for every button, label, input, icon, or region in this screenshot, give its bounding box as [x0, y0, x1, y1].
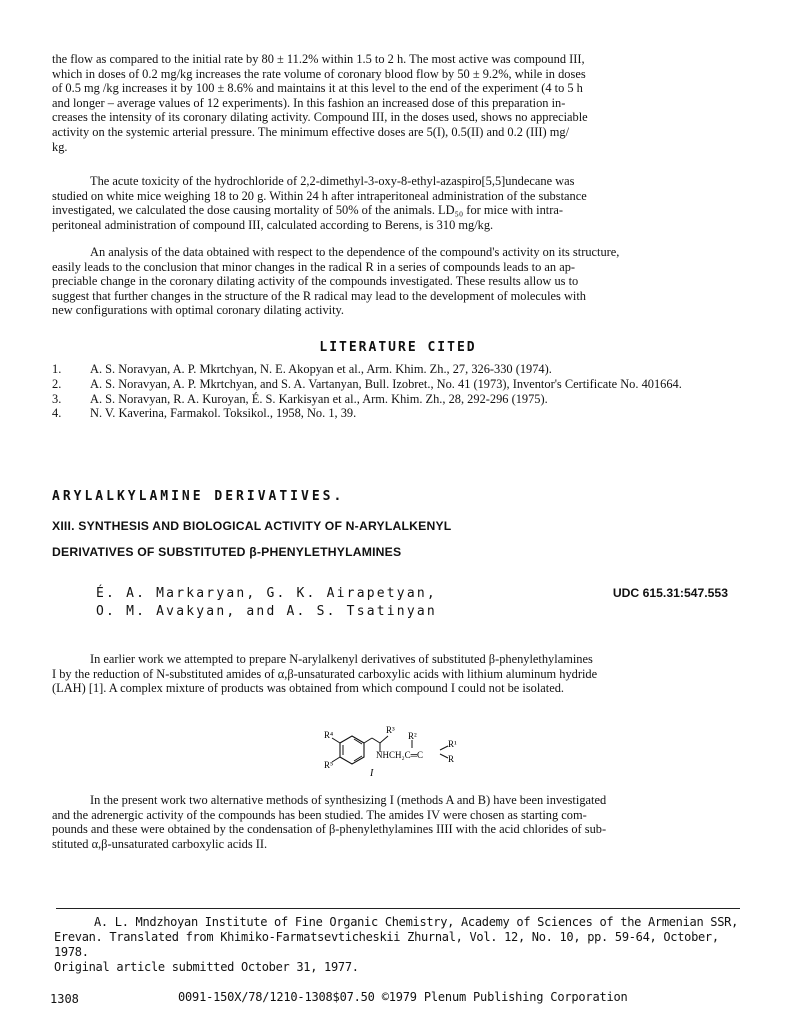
reference-list [52, 362, 752, 421]
footnote [54, 915, 744, 975]
article-title-line-1: XIII. SYNTHESIS AND BIOLOGICAL ACTIVITY OF N-ARYLALKENYL [52, 519, 452, 533]
text-line: easily leads to the conclusion that minor changes in the radical R in a series of compounds leads to an ap- [52, 259, 576, 274]
chain-label: NHCH₂C═C [376, 750, 424, 760]
text-line: An analysis of the data obtained with respect to the dependence of the compound's activity on its structure, [90, 245, 620, 259]
copyright-line: 0091-150X/78/1210-1308$07.50 ©1979 Plenum Publishing Corporation [178, 990, 628, 1004]
page-number: 1308 [50, 992, 79, 1006]
reference-text: A. S. Noravyan, R. A. Kuroyan, É. S. Karkisyan et al., Arm. Khim. Zh., 28, 292-296 (1975). [90, 391, 548, 406]
text-line: kg. [52, 139, 68, 154]
r2-label: R² [408, 731, 417, 741]
text-line: I by the reduction of N-substituted amides of α,β-unsaturated carboxylic acids with lithium aluminum hydride [52, 666, 598, 681]
footnote-line-3: Original article submitted October 31, 1977. [54, 960, 359, 974]
text-line: new configurations with optimal coronary dilating activity. [52, 303, 345, 318]
text-line: preciable change in the coronary dilating activity of the compounds investigated. These results allow us to [52, 274, 579, 289]
r-label: R [448, 754, 455, 764]
paragraph-3 [52, 245, 742, 318]
structure-diagram [312, 716, 472, 782]
text-line: The acute toxicity of the hydrochloride of 2,2-dimethyl-3-oxy-8-ethyl-azaspiro[5,5]undecane was [90, 174, 575, 188]
text-line: investigated, we calculated the dose causing mortality of 50% of the animals. LD₅₀ for mice with intra- [52, 203, 563, 218]
r4-label: R⁴ [324, 730, 334, 740]
reference-number: 3. [52, 391, 62, 406]
footnote-line-1: A. L. Mndzhoyan Institute of Fine Organic Chemistry, Academy of Sciences of the Armenian SSR, [94, 915, 738, 929]
text-line: and the adrenergic activity of the compounds has been studied. The amides IV were chosen as starting com- [52, 807, 587, 822]
text-line: creases the intensity of its coronary dilating activity. Compound III, in the doses used, shows no appreciable [52, 110, 588, 125]
paragraph-1 [52, 52, 742, 154]
text-line: In the present work two alternative methods of synthesizing I (methods A and B) have been investigated [90, 793, 607, 807]
text-line: In earlier work we attempted to prepare N-arylalkenyl derivatives of substituted β-phenylethylamines [90, 652, 593, 666]
udc-code: UDC 615.31:547.553 [612, 586, 728, 600]
r5-label: R⁵ [324, 760, 334, 770]
text-line: and longer – average values of 12 experiments). In this fashion an increased dose of this preparation in- [52, 95, 566, 110]
r1-label: R¹ [448, 739, 457, 749]
compound-label: I [370, 768, 374, 779]
reference-text: A. S. Noravyan, A. P. Mkrtchyan, and S. A. Vartanyan, Bull. Izobret., No. 41 (1973), Inventor's Certificate No. 401664. [90, 376, 682, 391]
reference-text: A. S. Noravyan, A. P. Mkrtchyan, N. E. Akopyan et al., Arm. Khim. Zh., 27, 326-330 (1974). [90, 362, 552, 376]
r3-label: R³ [386, 725, 395, 735]
authors-line-1: É. A. Markaryan, G. K. Airapetyan, [96, 586, 437, 601]
reference-item [52, 392, 752, 407]
paragraph-4 [52, 652, 742, 696]
text-line: which in doses of 0.2 mg/kg increases the rate volume of coronary blood flow by 50 ± 9.2%, while in doses [52, 66, 586, 81]
text-line: stituted α,β-unsaturated carboxylic acids II. [52, 836, 268, 851]
text-line: of 0.5 mg /kg increases it by 100 ± 8.6% and maintains it at this level to the end of the experiment (4 to 5 h [52, 81, 583, 96]
author-list [96, 585, 437, 621]
paragraph-5 [52, 793, 742, 851]
text-line: (LAH) [1]. A complex mixture of products was obtained from which compound I could not be isolated. [52, 681, 565, 696]
footnote-line-2: Erevan. Translated from Khimiko-Farmatsevticheskii Zhurnal, Vol. 12, No. 10, pp. 59-64, October, 1978. [54, 930, 719, 959]
article-title-block [52, 489, 752, 559]
reference-item [52, 377, 752, 392]
footnote-divider [56, 908, 740, 909]
text-line: the flow as compared to the initial rate by 80 ± 11.2% within 1.5 to 2 h. The most active was compound III, [52, 52, 585, 66]
authors-line-2: O. M. Avakyan, and A. S. Tsatinyan [96, 604, 437, 619]
reference-text: N. V. Kaverina, Farmakol. Toksikol., 1958, No. 1, 39. [90, 406, 357, 421]
text-line: peritoneal administration of compound III, calculated according to Berens, is 310 mg/kg. [52, 217, 494, 232]
article-title-line-2: DERIVATIVES OF SUBSTITUTED β-PHENYLETHYLAMINES [52, 545, 402, 559]
reference-number: 2. [52, 376, 62, 391]
reference-item [52, 406, 752, 421]
reference-number: 1. [52, 362, 62, 376]
literature-cited-heading: LITERATURE CITED [319, 340, 477, 355]
chemical-structure [312, 716, 472, 787]
text-line: studied on white mice weighing 18 to 20 g. Within 24 h after intraperitoneal administration of the substance [52, 188, 587, 203]
reference-number: 4. [52, 406, 62, 421]
text-line: pounds and these were obtained by the condensation of β-phenylethylamines IIII with the acid chlorides of sub- [52, 822, 607, 837]
text-line: suggest that further changes in the structure of the R radical may lead to the development of molecules with [52, 288, 587, 303]
paragraph-2 [52, 174, 742, 232]
series-title: ARYLALKYLAMINE DERIVATIVES. [52, 489, 345, 504]
text-line: activity on the systemic arterial pressure. The minimum effective doses are 5(I), 0.5(II) and 0.2 (III) mg/ [52, 124, 570, 139]
reference-item [52, 362, 752, 377]
